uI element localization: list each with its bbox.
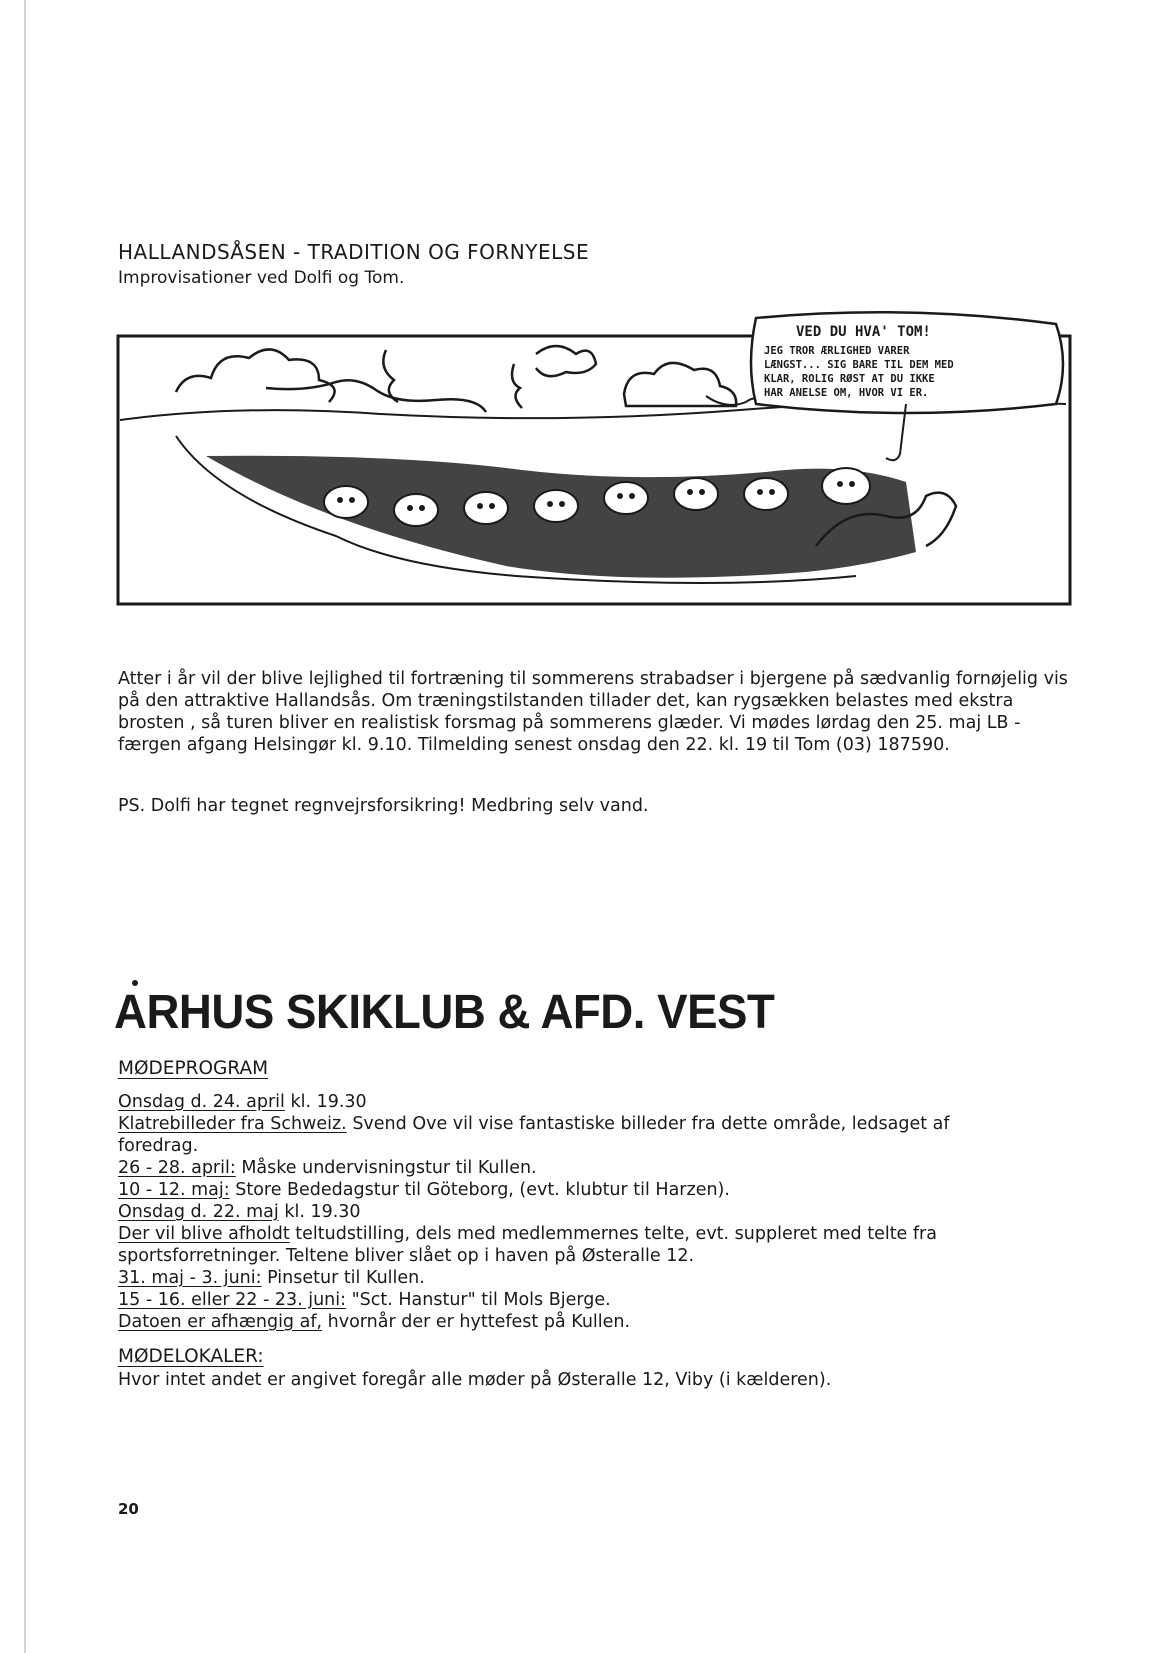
event-1-date: Onsdag d. 24. april [118,1092,285,1112]
hallandsasen-body: Atter i år vil der blive lejlighed til fortræning til sommerens strabadser i bjergene på sædvanlig fornøjelig vis på den attraktive Hallandsås. Om træningstilstanden tillader det, kan rygsækken belastes med ekstra brosten , så turen bliver en realistisk forsmag på sommerens glæder. Vi mødes lørdag den 25. maj LB - færgen afgang Helsingør kl. 9.10. Tilmelding senest onsdag den 22. kl. 19 til Tom (03) 187590. [118,669,1068,755]
program-header-text: MØDEPROGRAM [118,1058,269,1079]
event-5 [118,1268,425,1288]
locations-header-text: MØDELOKALER: [118,1346,264,1367]
event-2-text: Måske undervisningstur til Kullen. [241,1158,537,1178]
section-title-arhus: ARHUS SKIKLUB & AFD. VEST [114,986,775,1039]
program-header [118,1058,268,1079]
cloud-center-left [512,364,522,408]
speech-line-1: VED DU HVA' TOM! [796,324,931,340]
event-1-heading [118,1092,367,1112]
speech-line-2: JEG TROR ÆRLIGHED VARER [764,345,910,357]
event-6-text: "Sct. Hanstur" til Mols Bjerge. [351,1290,611,1310]
speech-line-4: KLAR, ROLIG RØST AT DU IKKE [764,373,935,385]
event-4-date: Onsdag d. 22. maj [118,1202,279,1222]
event-4-desc [118,1224,937,1244]
cloud-right [624,363,736,406]
event-4-time: kl. 19.30 [284,1202,361,1222]
event-5-text: Pinsetur til Kullen. [267,1268,425,1288]
event-5-date: 31. maj - 3. juni: [118,1268,262,1288]
hallandsasen-ps: PS. Dolfi har tegnet regnvejrsforsikring! Medbring selv vand. [118,796,649,816]
event-4-text: teltudstilling, dels med medlemmernes telte, evt. suppleret med telte fra [295,1224,937,1244]
event-6-desc [118,1312,630,1332]
cloud-center [536,346,596,376]
event-3 [118,1180,730,1200]
cartoon-illustration [116,310,1074,640]
event-4-heading [118,1202,361,1222]
section-title-hallandsasen: HALLANDSÅSEN - TRADITION OG FORNYELSE [118,240,590,264]
scan-edge-line [24,0,26,1653]
speech-line-5: HAR ANELSE OM, HVOR VI ER. [764,387,929,399]
event-3-text: Store Bededagstur til Göteborg, (evt. klubtur til Harzen). [235,1180,730,1200]
speech-line-3: LÆNGST... SIG BARE TIL DEM MED [764,359,954,371]
event-6-note-a: Datoen er afhængig af, [118,1312,323,1332]
event-6-date: 15 - 16. eller 22 - 23. juni: [118,1290,347,1310]
event-4-title: Der vil blive afholdt [118,1224,290,1244]
event-4-desc-cont: sportsforretninger. Teltene bliver slået op i haven på Østeralle 12. [118,1246,695,1266]
event-2 [118,1158,537,1178]
event-6-note-b: hvornår der er hyttefest på Kullen. [327,1312,631,1332]
cloud-left [176,349,335,402]
locations-header [118,1346,264,1367]
event-2-date: 26 - 28. april: [118,1158,236,1178]
hill-line [266,380,486,412]
event-3-date: 10 - 12. maj: [118,1180,230,1200]
event-1-time: kl. 19.30 [290,1092,367,1112]
event-6 [118,1290,611,1310]
event-1-title: Klatrebilleder fra Schweiz. [118,1114,347,1134]
locations-text: Hvor intet andet er angivet foregår alle møder på Østeralle 12, Viby (i kælderen). [118,1370,832,1390]
event-1-desc [118,1114,950,1134]
event-1-text: Svend Ove vil vise fantastiske billeder fra dette område, ledsaget af [352,1114,950,1134]
page-number: 20 [118,1500,139,1518]
event-1-desc-cont: foredrag. [118,1136,199,1156]
section-subtitle: Improvisationer ved Dolfi og Tom. [118,268,405,288]
